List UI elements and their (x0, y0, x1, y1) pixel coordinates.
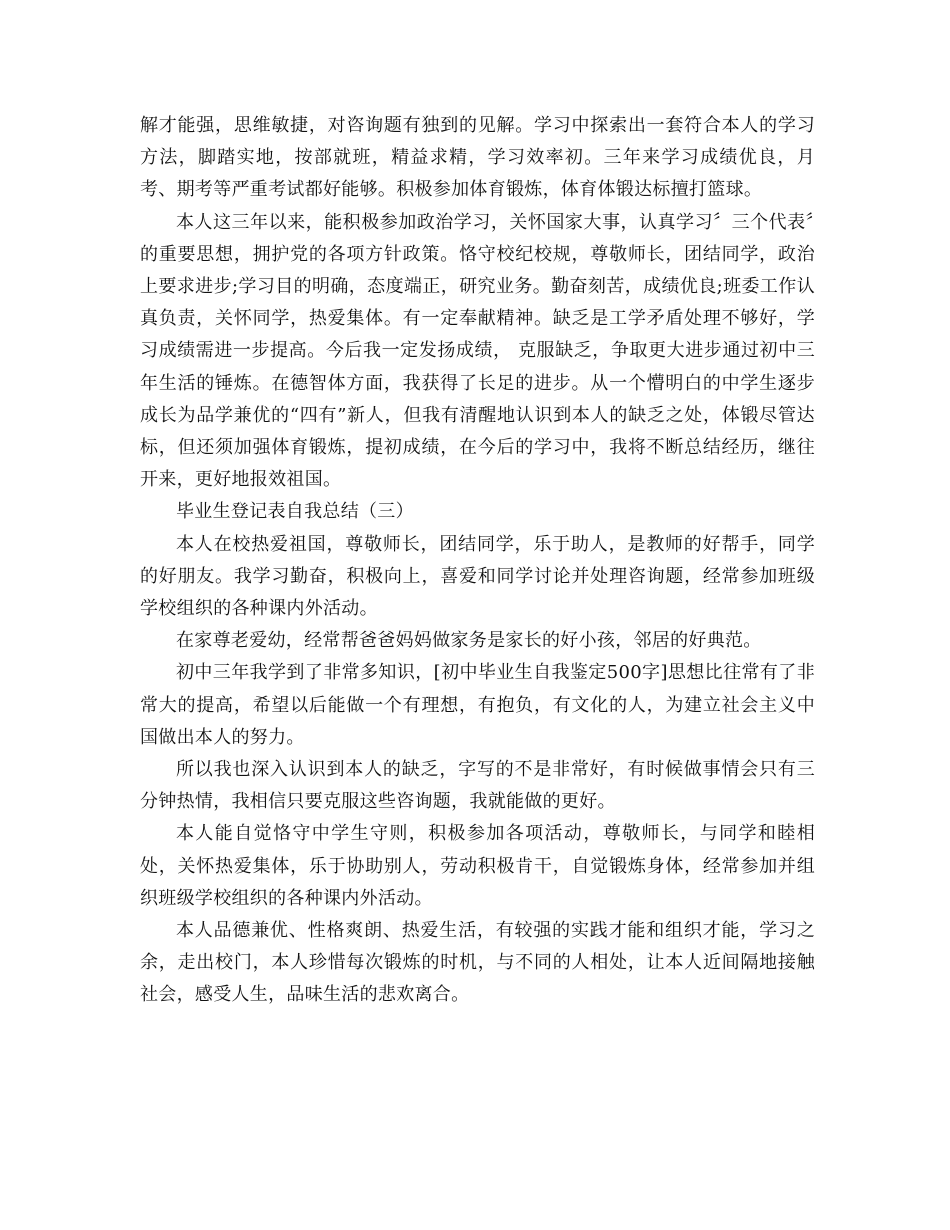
paragraph-4: 在家尊老爱幼，经常帮爸爸妈妈做家务是家长的好小孩，邻居的好典范。 (176, 630, 762, 652)
document-body (140, 110, 815, 1012)
paragraph-1: 解才能强，思维敏捷，对咨询题有独到的见解。学习中探索出一套符合本人的学习方法，脚踏实地，按部就班，精益求精，学习效率初。三年来学习成绩优良，月考、期考等严重考试都好能够。积极参加体育锻炼，体育体锻达标擅打篮球。 (140, 115, 815, 201)
paragraph-2: 本人这三年以来，能积极参加政治学习，关怀国家大事，认真学习〞三个代表〞的重要思想，拥护党的各项方针政策。恪守校纪校规，尊敬师长，团结同学，政治上要求进步;学习目的明确，态度端正，研究业务。勤奋刻苦，成绩优良;班委工作认真负责，关怀同学，热爱集体。有一定奉献精神。缺乏是工学矛盾处理不够好，学习成绩需进一步提高。今后我一定发扬成绩， 克服缺乏，争取更大进步通过初中三年生活的锤炼。在德智体方面，我获得了长足的进步。从一个懵明白的中学生逐步成长为品学兼优的“四有”新人，但我有清醒地认识到本人的缺乏之处，体锻尽管达标，但还须加强体育锻炼，提初成绩，在今后的学习中，我将不断总结经历，继往开来，更好地报效祖国。 (140, 211, 815, 491)
paragraph-3: 本人在校热爱祖国，尊敬师长，团结同学，乐于助人，是教师的好帮手，同学的好朋友。我学习勤奋，积极向上，喜爱和同学讨论并处理咨询题，经常参加班级学校组织的各种课内外活动。 (140, 533, 815, 620)
paragraph-5: 初中三年我学到了非常多知识，[初中毕业生自我鉴定500字]思想比往常有了非常大的提高，希望以后能做一个有理想，有抱负，有文化的人，为建立社会主义中国做出本人的努力。 (140, 662, 815, 748)
paragraph-6: 所以我也深入认识到本人的缺乏，字写的不是非常好，有时候做事情会只有三分钟热情，我相信只要克服这些咨询题，我就能做的更好。 (140, 759, 815, 813)
paragraph-8: 本人品德兼优、性格爽朗、热爱生活，有较强的实践才能和组织才能，学习之余，走出校门，本人珍惜每次锻炼的时机，与不同的人相处，让本人近间隔地接触社会，感受人生，品味生活的悲欢离合。 (140, 920, 815, 1006)
section-heading: 毕业生登记表自我总结（三） (176, 501, 414, 523)
paragraph-7: 本人能自觉恪守中学生守则，积极参加各项活动，尊敬师长，与同学和睦相处，关怀热爱集体，乐于协助别人，劳动积极肯干，自觉锻炼身体，经常参加并组织班级学校组织的各种课内外活动。 (140, 823, 815, 909)
